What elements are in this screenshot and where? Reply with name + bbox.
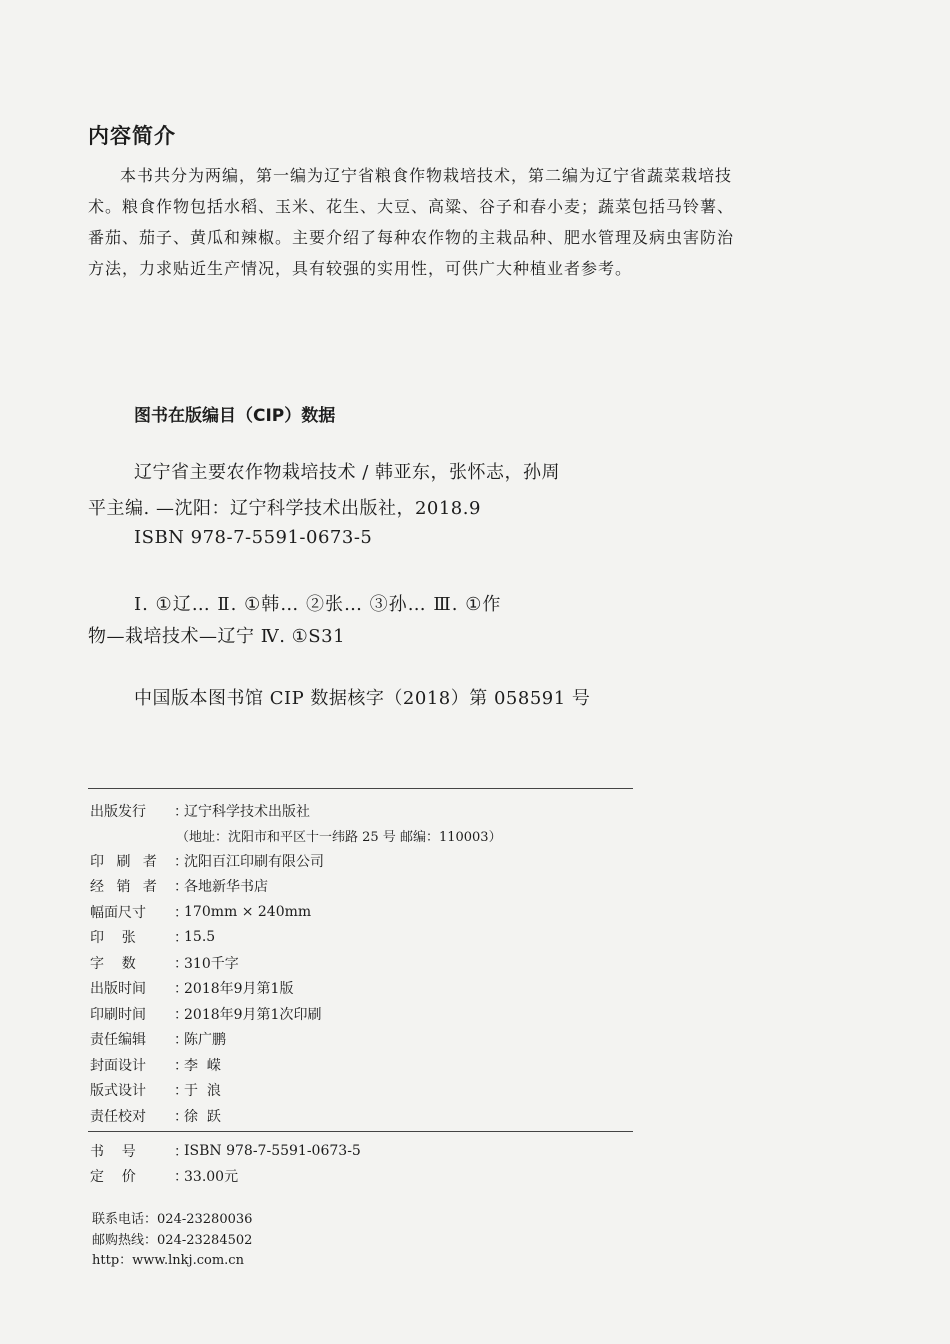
- cip-isbn: ISBN 978-7-5591-0673-5: [134, 527, 373, 548]
- imprint-row: 封面设计 ： 李 嵘: [90, 1057, 221, 1074]
- cip-classification-2: 物—栽培技术—辽宁 Ⅳ. ①S31: [88, 626, 346, 647]
- cip-classification-1: Ⅰ. ①辽… Ⅱ. ①韩… ②张… ③孙… Ⅲ. ①作: [134, 594, 502, 615]
- imprint-row: 印 刷 者 ： 沈阳百江印刷有限公司: [90, 853, 324, 870]
- imprint-row: 出版时间 ： 2018年9月第1版: [90, 981, 294, 998]
- cip-line-1: 辽宁省主要农作物栽培技术 / 韩亚东，张怀志，孙周: [134, 462, 561, 483]
- price-row: 定 价 ： 33.00元: [90, 1169, 239, 1186]
- imprint-row: 字 数 ： 310千字: [90, 955, 239, 972]
- book-number-block: [90, 1138, 361, 1189]
- imprint-label: 出版发行: [90, 803, 146, 820]
- divider-middle: [88, 1131, 633, 1132]
- imprint-row: 经 销 者 ： 各地新华书店: [90, 879, 268, 896]
- publisher-address: （地址：沈阳市和平区十一纬路 25 号 邮编：110003）: [176, 830, 502, 845]
- imprint-block: [90, 798, 310, 824]
- imprint-row-publisher: 出版发行 ： 辽宁科学技术出版社: [90, 798, 310, 824]
- contact-phone: 联系电话：024-23280036: [92, 1212, 253, 1227]
- divider-top: [88, 788, 633, 789]
- intro-heading: 内容简介: [88, 124, 176, 148]
- intro-paragraph: 本书共分为两编，第一编为辽宁省粮食作物栽培技术，第二编为辽宁省蔬菜栽培技术。粮食作物包括水稻、玉米、花生、大豆、高粱、谷子和春小麦；蔬菜包括马铃薯、番茄、茄子、黄瓜和辣椒。主要介绍了每种农作物的主栽品种、肥水管理及病虫害防治方法，力求贴近生产情况，具有较强的实用性，可供广大种植业者参考。: [88, 166, 735, 278]
- contact-block: [92, 1208, 252, 1270]
- contact-website: http：www.lnkj.com.cn: [92, 1253, 244, 1268]
- cip-heading: 图书在版编目（CIP）数据: [134, 406, 336, 426]
- imprint-row: 版式设计 ： 于 浪: [90, 1083, 221, 1100]
- imprint-value: 辽宁科学技术出版社: [184, 803, 310, 820]
- imprint-row: 幅面尺寸 ： 170mm × 240mm: [90, 903, 312, 921]
- cip-record-number: 中国版本图书馆 CIP 数据核字（2018）第 058591 号: [134, 688, 591, 709]
- imprint-row: 印刷时间 ： 2018年9月第1次印刷: [90, 1006, 322, 1023]
- imprint-row: 责任编辑 ： 陈广鹏: [90, 1032, 226, 1049]
- imprint-details: [90, 848, 324, 1129]
- isbn-row: 书 号 ： ISBN 978-7-5591-0673-5: [90, 1142, 361, 1160]
- cip-line-2: 平主编. —沈阳：辽宁科学技术出版社，2018.9: [88, 498, 481, 519]
- contact-mail-order: 邮购热线：024-23284502: [92, 1232, 253, 1248]
- imprint-row: 责任校对 ： 徐 跃: [90, 1108, 221, 1125]
- imprint-row: 印 张 ： 15.5: [90, 929, 216, 947]
- intro-text: [88, 160, 748, 284]
